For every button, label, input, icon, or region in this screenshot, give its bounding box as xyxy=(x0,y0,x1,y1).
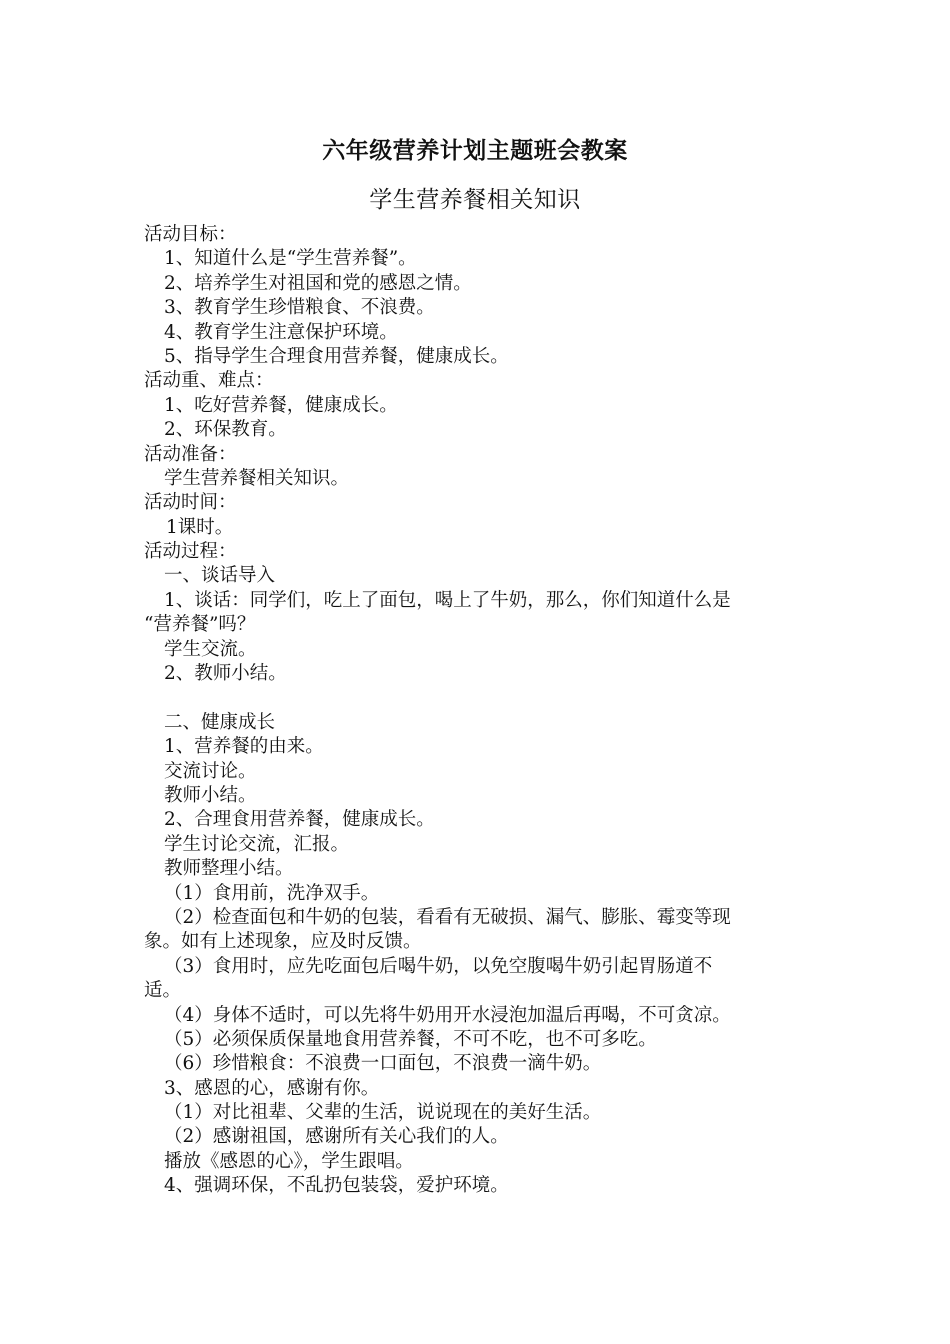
paragraph-line: 教师小结。 xyxy=(164,784,257,806)
paragraph-line: 播放《感恩的心》，学生跟唱。 xyxy=(164,1150,414,1172)
document-body xyxy=(144,223,814,1199)
blank-line xyxy=(144,686,814,710)
list-item: 5、指导学生合理食用营养餐，健康成长。 xyxy=(164,345,509,367)
section-heading: 活动目标： xyxy=(144,224,237,245)
paragraph-line: 适。 xyxy=(144,980,182,1002)
section-heading: 活动准备： xyxy=(144,443,237,465)
paragraph-line: 学生交流。 xyxy=(164,638,257,660)
list-item: 4、强调环保，不乱扔包装袋，爱护环境。 xyxy=(164,1175,509,1197)
section-heading: 活动过程： xyxy=(144,541,237,563)
list-item: （5）必须保质保量地食用营养餐，不可不吃，也不可多吃。 xyxy=(164,1028,657,1050)
paragraph-line: 象。如有上述现象，应及时反馈。 xyxy=(144,931,422,953)
list-item: 2、合理食用营养餐，健康成长。 xyxy=(164,809,435,831)
paragraph-line: “营养餐”吗？ xyxy=(144,614,256,636)
list-item: 1、营养餐的由来。 xyxy=(164,736,324,758)
list-item: （1）食用前，洗净双手。 xyxy=(164,882,380,904)
paragraph-line: 学生讨论交流，汇报。 xyxy=(164,833,350,855)
document-subtitle: 学生营养餐相关知识 xyxy=(369,187,581,213)
list-item: 1、知道什么是“学生营养餐”。 xyxy=(164,248,417,270)
paragraph-line: 教师整理小结。 xyxy=(164,858,294,880)
list-item: （4）身体不适时，可以先将牛奶用开水浸泡加温后再喝，不可贪凉。 xyxy=(164,1004,731,1026)
list-item: 2、环保教育。 xyxy=(164,419,287,441)
paragraph-line: 交流讨论。 xyxy=(164,760,257,782)
list-item: （1）对比祖辈、父辈的生活，说说现在的美好生活。 xyxy=(164,1102,602,1124)
list-item: 4、教育学生注意保护环境。 xyxy=(164,321,398,343)
list-item: （2）感谢祖国，感谢所有关心我们的人。 xyxy=(164,1126,509,1148)
paragraph-line: 1课时。 xyxy=(166,516,234,538)
list-item: 2、教师小结。 xyxy=(164,663,287,685)
list-item: 2、培养学生对祖国和党的感恩之情。 xyxy=(164,272,472,294)
list-item: 3、教育学生珍惜粮食、不浪费。 xyxy=(164,297,435,319)
list-item: 3、感恩的心，感谢有你。 xyxy=(164,1077,380,1099)
list-item: 1、吃好营养餐，健康成长。 xyxy=(164,394,398,416)
list-item: （2）检查面包和牛奶的包装，看看有无破损、漏气、膨胀、霉变等现 xyxy=(164,906,731,928)
list-item: （3）食用时，应先吃面包后喝牛奶，以免空腹喝牛奶引起胃肠道不 xyxy=(164,955,713,977)
document-title: 六年级营养计划主题班会教案 xyxy=(322,137,628,164)
subsection-heading: 一、谈话导入 xyxy=(164,565,276,587)
paragraph-line: 1、谈话：同学们，吃上了面包，喝上了牛奶，那么，你们知道什么是 xyxy=(164,589,731,611)
section-heading: 活动重、难点： xyxy=(144,370,274,392)
paragraph-line: 学生营养餐相关知识。 xyxy=(164,467,350,489)
section-heading: 活动时间： xyxy=(144,492,237,514)
subsection-heading: 二、健康成长 xyxy=(164,711,276,733)
list-item: （6）珍惜粮食：不浪费一口面包，不浪费一滴牛奶。 xyxy=(164,1053,602,1075)
